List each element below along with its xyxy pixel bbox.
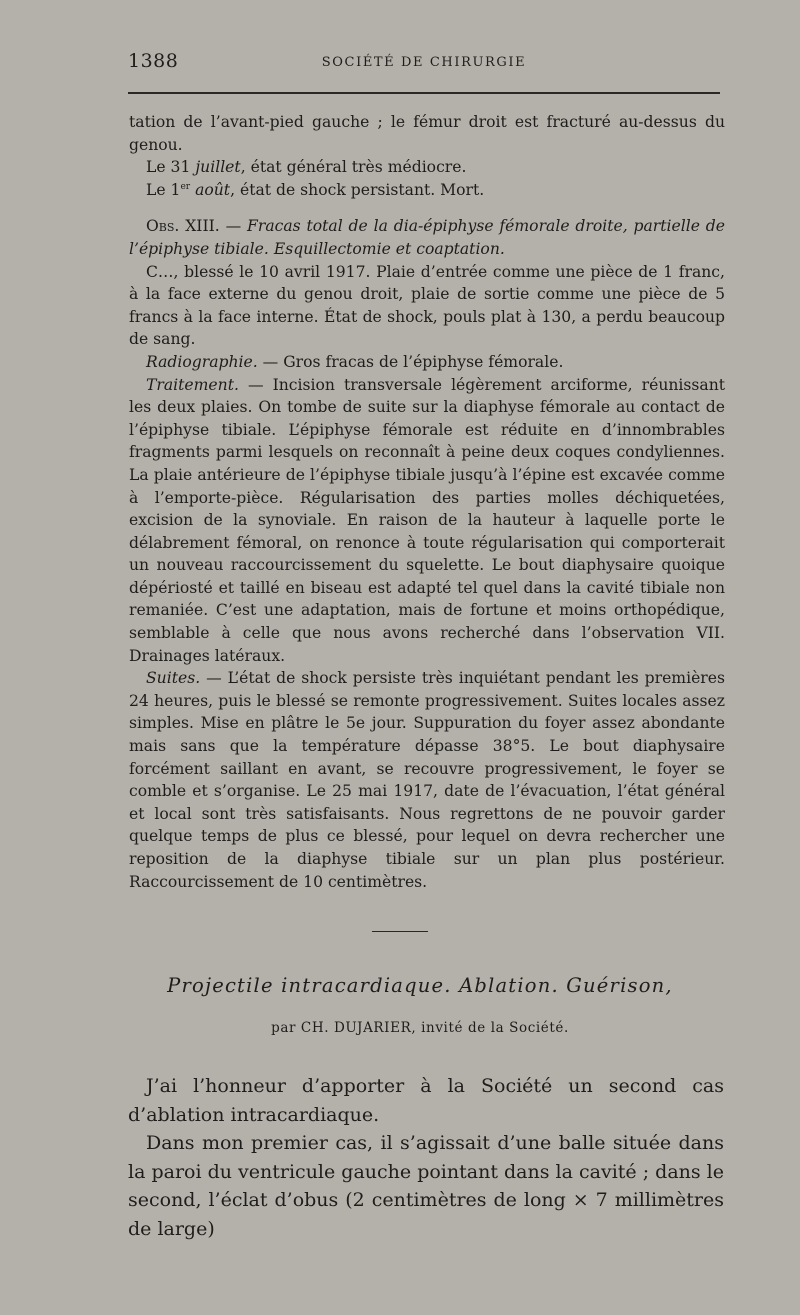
article-text [128,1072,724,1243]
observation-title: Fracas total de la dia-épiphyse fémorale droite, partielle de l’épiphyse tibiale. Esquillectomie et coaptation. [129,217,725,258]
paragraph: Dans mon premier cas, il s’agissait d’une balle située dans la paroi du ventricule gauche pointant dans la cavité ; dans le second, l’éclat d’obus (2 centimètres de long × 7 millimètres de large) [128,1132,724,1240]
article-title: Projectile intracardiaque. Ablation. Guérison, [167,974,673,997]
paragraph: tation de l’avant-pied gauche ; le fémur droit est fracturé au-dessus du genou. [129,113,725,154]
paragraph: Le 1er août, état de shock persistant. Mort. [146,180,485,199]
observation-label: Obs. XIII. [146,217,220,236]
paragraph: Traitement. — Incision transversale légèrement arciforme, réunissant les deux plaies. On tombe de suite sur la diaphyse fémorale au contact de l’épiphyse tibiale. L’épiphyse fémorale est réduite en d’innombrables fragments parmi lesquels on reconnaît à peine deux coques condyliennes. La plaie antérieure de l’épiphyse tibiale jusqu’à l’épine est excavée comme à l’emporte-pièce. Régularisation des parties molles déchiquetées, excision de la synoviale. En raison de la hauteur à laquelle porte le délabrement fémoral, on renonce à toute régularisation qui comporterait un nouveau raccourcissement du squelette. Le bout diaphysaire quoique dépériosté et taillé en biseau est adapté tel quel dans la cavité tibiale non remaniée. C’est une adaptation, mais de fortune et moins orthopédique, semblable à celle que nous avons recherché dans l’observation VII. Drainages latéraux. [129,375,725,665]
section-divider [372,931,428,932]
byline: par CH. DUJARIER, invité de la Société. [271,1020,569,1036]
observation-heading: Obs. XIII. — Fracas total de la dia-épiphyse fémorale droite, partielle de l’épiphyse tibiale. Esquillectomie et coaptation. [129,217,725,258]
page-number: 1388 [128,50,179,72]
observation-text [129,111,725,893]
paragraph: Suites. — L’état de shock persiste très inquiétant pendant les premières 24 heures, puis le blessé se remonte progressivement. Suites locales assez simples. Mise en plâtre le 5e jour. Suppuration du foyer assez abondante mais sans que la température dépasse 38°5. Le bout diaphysaire forcément saillant en avant, se recouvre progressivement, le foyer se comble et s’organise. Le 25 mai 1917, date de l’évacuation, l’état général et local sont très satisfaisants. Nous regrettons de ne pouvoir garder quelque temps de plus ce blessé, pour lequel on devra rechercher une reposition de la diaphyse tibiale sur un plan plus postérieur. Raccourcissement de 10 centimètres. [129,669,725,891]
paragraph: J’ai l’honneur d’apporter à la Société un second cas d’ablation intracardiaque. [128,1075,724,1126]
paragraph: Radiographie. — Gros fracas de l’épiphyse fémorale. [146,352,564,371]
header-rule [128,92,720,94]
paragraph: C…, blessé le 10 avril 1917. Plaie d’entrée comme une pièce de 1 franc, à la face externe du genou droit, plaie de sortie comme une pièce de 5 francs à la face interne. État de shock, pouls plat à 130, a perdu beaucoup de sang. [129,262,725,349]
running-title: SOCIÉTÉ DE CHIRURGIE [321,55,527,70]
paragraph: Le 31 juillet, état général très médiocre. [146,158,467,177]
page-header [128,50,720,74]
